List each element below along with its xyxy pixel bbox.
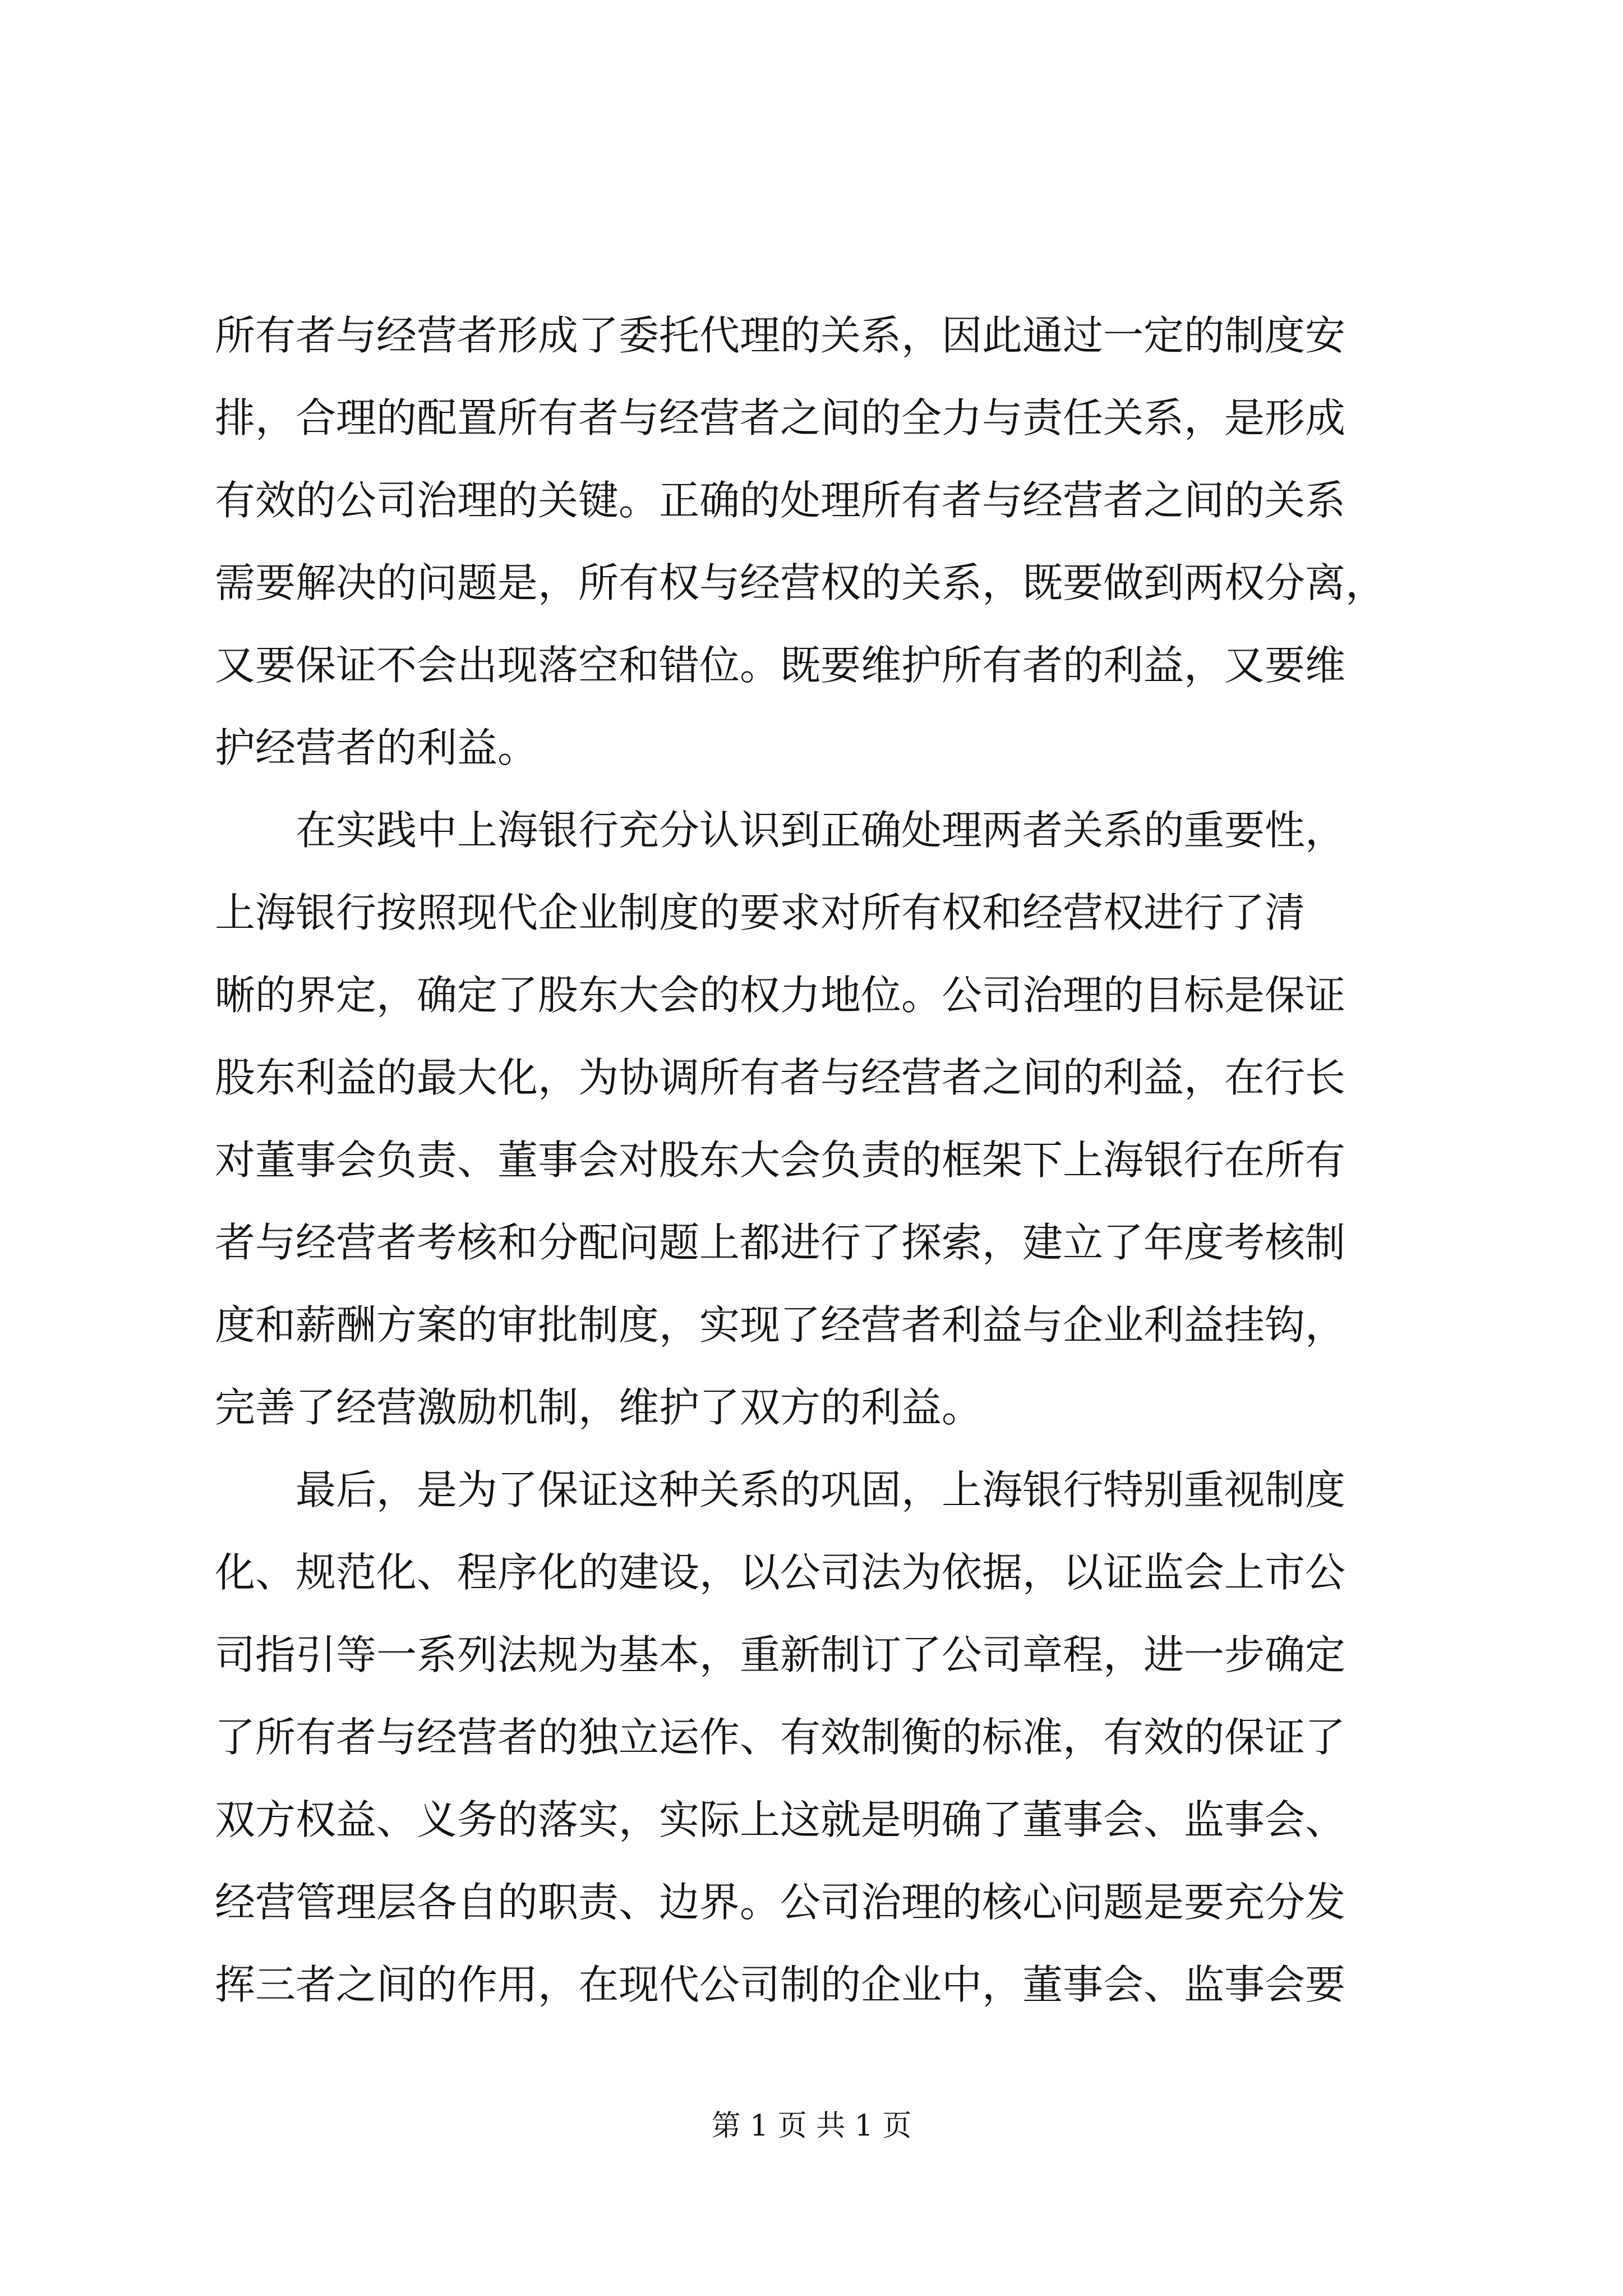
paragraph-3-line-7: 挥三者之间的作用，在现代公司制的企业中，董事会、监事会要	[215, 1961, 1346, 2008]
paragraph-1-line-3: 有效的公司治理的关键。正确的处理所有者与经营者之间的关系	[215, 477, 1346, 524]
paragraph-2-line-7: 度和薪酬方案的审批制度，实现了经营者利益与企业利益挂钩，	[215, 1301, 1346, 1349]
paragraph-2-line-4: 股东利益的最大化，为协调所有者与经营者之间的利益，在行长	[215, 1054, 1346, 1101]
paragraph-1-line-4: 需要解决的问题是，所有权与经营权的关系，既要做到两权分离，	[215, 559, 1386, 606]
paragraph-3-line-1: 最后，是为了保证这种关系的巩固，上海银行特别重视制度	[296, 1466, 1346, 1513]
paragraph-1-line-1: 所有者与经营者形成了委托代理的关系，因此通过一定的制度安	[215, 312, 1346, 359]
paragraph-2-line-6: 者与经营者考核和分配问题上都进行了探索，建立了年度考核制	[215, 1219, 1346, 1266]
paragraph-2-line-8: 完善了经营激励机制，维护了双方的利益。	[215, 1384, 983, 1431]
paragraph-3-line-6: 经营管理层各自的职责、边界。公司治理的核心问题是要充分发	[215, 1879, 1346, 1926]
paragraph-2-line-1: 在实践中上海银行充分认识到正确处理两者关系的重要性，	[296, 807, 1346, 854]
paragraph-2-line-3: 晰的界定，确定了股东大会的权力地位。公司治理的目标是保证	[215, 972, 1346, 1019]
paragraph-1-line-2: 排，合理的配置所有者与经营者之间的全力与责任关系，是形成	[215, 394, 1346, 441]
paragraph-2-line-5: 对董事会负责、董事会对股东大会负责的框架下上海银行在所有	[215, 1137, 1346, 1184]
paragraph-1-line-6: 护经营者的利益。	[215, 724, 538, 771]
paragraph-3-line-3: 司指引等一系列法规为基本，重新制订了公司章程，进一步确定	[215, 1631, 1346, 1678]
page-number-footer: 第 1 页 共 1 页	[711, 2109, 912, 2143]
paragraph-1-line-5: 又要保证不会出现落空和错位。既要维护所有者的利益，又要维	[215, 642, 1346, 689]
paragraph-3-line-4: 了所有者与经营者的独立运作、有效制衡的标准，有效的保证了	[215, 1714, 1346, 1761]
paragraph-3-line-2: 化、规范化、程序化的建设，以公司法为依据，以证监会上市公	[215, 1549, 1346, 1596]
paragraph-3-line-5: 双方权益、义务的落实，实际上这就是明确了董事会、监事会、	[215, 1796, 1346, 1843]
paragraph-2-line-2: 上海银行按照现代企业制度的要求对所有权和经营权进行了清	[215, 889, 1306, 936]
